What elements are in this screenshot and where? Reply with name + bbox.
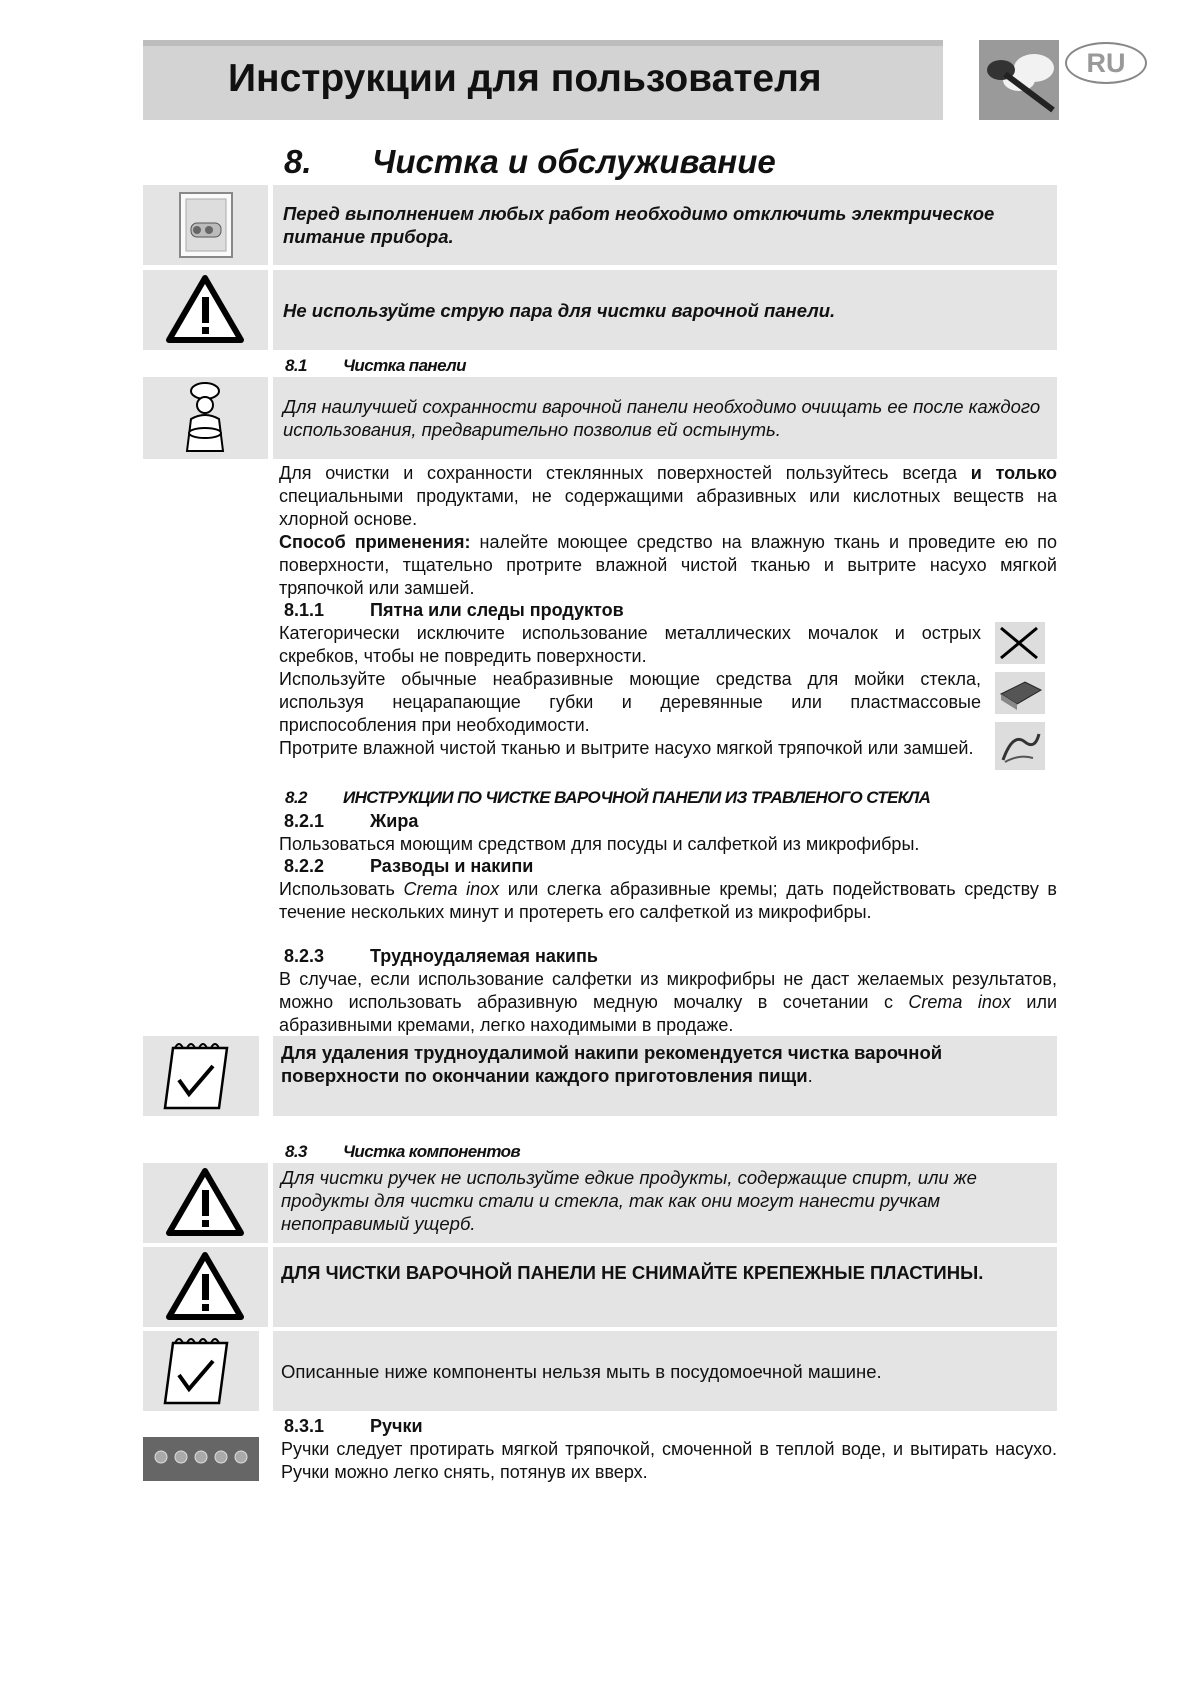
section-title-text: Чистка и обслуживание — [372, 143, 776, 180]
no-scraper-icon — [995, 622, 1045, 664]
subsection-8-2-3-heading: 8.2.3 Трудноудаляемая накипь — [284, 946, 598, 966]
paragraph-hard-scale: В случае, если использование салфетки из микрофибры не даст желаемых результатов, можно использовать абразивную медную мочалку в сочетании с Crema inox или абразивными кремами, легко находимыми в продаже. — [279, 969, 1058, 1035]
paragraph-knobs: Ручки следует протирать мягкой тряпочкой, смоченной в теплой воде, и вытирать насухо. Ручки можно легко снять, потянув их вверх. — [281, 1439, 1057, 1482]
paragraph-grease: Пользоваться моющим средством для посуды и салфеткой из микрофибры. — [279, 834, 920, 854]
note-hard-scale: Для удаления трудноудалимой накипи рекомендуется чистка варочной поверхности по окончании каждого приготовления пищи. — [273, 1036, 1057, 1116]
warning-triangle-icon — [143, 1163, 268, 1243]
paragraph-glass-care: Для очистки и сохранности стеклянных поверхностей пользуйтесь всегда и только специальными продуктами, не содержащими абразивных или кислотных веществ на хлорной основе. Способ применения: налейте моющее средство на влажную ткань и проведите ею по поверхности, тщательно протрите влажной чистой тканью и вытрите насухо мягкой тряпочкой или замшей. — [279, 463, 1057, 598]
notice-power-off: Перед выполнением любых работ необходимо отключить электрическое питание прибора. — [273, 185, 1057, 265]
chef-icon — [143, 377, 268, 459]
checklist-note-icon — [143, 1331, 259, 1411]
notice-clean-after-use: Для наилучшей сохранности варочной панели необходимо очищать ее после каждого использования, предварительно позволив ей остынуть. — [273, 377, 1057, 459]
note-no-dishwasher: Описанные ниже компоненты нельзя мыть в посудомоечной машине. — [273, 1331, 1057, 1411]
checklist-note-icon — [143, 1036, 259, 1116]
subsection-8-3-heading: 8.3 Чистка компонентов — [285, 1142, 521, 1161]
subsection-8-2-heading: 8.2 ИНСТРУКЦИИ ПО ЧИСТКЕ ВАРОЧНОЙ ПАНЕЛИ ИЗ ТРАВЛЕНОГО СТЕКЛА — [285, 788, 931, 807]
subsection-8-1-1-heading: 8.1.1 Пятна или следы продуктов — [284, 600, 624, 620]
notice-no-steam: Не используйте струю пара для чистки варочной панели. — [273, 270, 1057, 350]
section-number: 8. — [284, 143, 312, 180]
paragraph-streaks: Использовать Crema inox или слегка абразивные кремы; дать подействовать средству в течение нескольких минут и протереть его салфеткой из микрофибры. — [279, 879, 1057, 922]
warning-knobs: Для чистки ручек не используйте едкие продукты, содержащие спирт, или же продукты для чистки стали и стекла, так как они могут нанести ручкам непоправимый ущерб. — [273, 1163, 1057, 1243]
warning-triangle-icon — [143, 1247, 268, 1327]
knobs-panel-image — [143, 1437, 259, 1481]
power-switch-icon — [143, 185, 268, 265]
warning-fixing-plates: ДЛЯ ЧИСТКИ ВАРОЧНОЙ ПАНЕЛИ НЕ СНИМАЙТЕ КРЕПЕЖНЫЕ ПЛАСТИНЫ. — [273, 1247, 1057, 1327]
subsection-8-2-2-heading: 8.2.2 Разводы и накипи — [284, 856, 534, 876]
subsection-8-1-heading: 8.1 Чистка панели — [285, 356, 466, 375]
subsection-8-2-1-heading: 8.2.1 Жира — [284, 811, 419, 831]
chef-spoon-logo — [979, 40, 1059, 120]
language-badge: RU — [1065, 42, 1147, 84]
subsection-8-3-1-heading: 8.3.1 Ручки — [284, 1416, 423, 1436]
section-title — [284, 143, 776, 181]
paragraph-stains: Категорически исключите использование металлических мочалок и острых скребков, чтобы не повредить поверхности. Используйте обычные неабразивные моющие средства для мойки стекла, используя нецарапающие губки и деревянные или пластмассовые приспособления при необходимости. Протрите влажной чистой тканью и вытрите насухо мягкой тряпочкой или замшей. — [279, 623, 981, 758]
sponge-icon — [995, 672, 1045, 714]
page-title: Инструкции для пользователя — [228, 57, 822, 100]
cloth-icon — [995, 722, 1045, 770]
warning-triangle-icon — [143, 270, 268, 350]
